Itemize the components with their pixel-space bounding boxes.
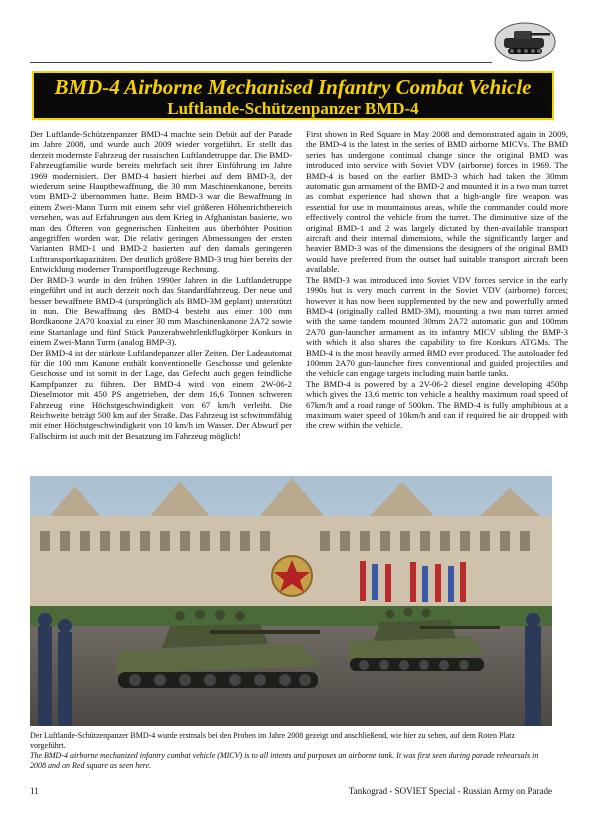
english-paragraph: The BMD-3 was introduced into Soviet VDV forces service in the early 1990s but is very much current in the Soviet VDV (airborne) forces; however it has now been supplemented by the new and powerfully armed BMD-4 (originally called BMD-3M), mounting a two man turret armed with the same tandem mounted 30mm 2A72 automatic gun and 100mm 2A70 gun-launcher armament as its infantry MICV sibling the BMP-3 with which it also shares the capability to fire Konkurs ATGMs. The BMD-4 is the most heavily armed BMD ever produced. The autoloader fed 100mm 2A70 gun-launcher fires conventional and guided projectiles and the vehicle can engage targets including main battle tanks. [306,274,568,379]
english-paragraph: First shown in Red Square in May 2008 and demonstrated again in 2009, the BMD-4 is the latest in the series of BMD airborne MICVs. The BMD series has undergone continual change since the original BMD was introduced into service with Soviet VDV (airborne) forces in 1969. The BMD-4 is based on the earlier BMD-3 which had taken the 30mm automatic gun armament of the BMD-2 and mounted it in a two man turret as combat experience had shown that a high-angle fire weapon was essential for use in mountainous areas, while the commander could more effectively control the vehicle from the turret. The diminutive size of the original BMD-1 and 2 was largely dictated by then-available transport aircraft and their internal dimensions, while the significantly larger and heavier BMD-3 was of the dimensions the designers of the original BMD would have preferred from the outset had suitable transport aircraft been available. [306,129,568,275]
german-paragraph: Der Luftlande-Schützenpanzer BMD-4 machte sein Debüt auf der Parade im Jahre 2008, und wurde auch 2009 wieder vorgeführt. Er stellt das derzeit modernste Fahrzeug der russischen Luftlandetruppe dar. Die BMD-Fahrzeugfamilie wurde bereits mehrfach seit ihrer Einführung im Jahre 1969 modernisiert. Der BMD-4 basiert hierbei auf dem BMD-3, der wiederum seine Hauptbewaffnung, die 30 mm Maschinenkanone, bereits vom BMD-2 übernommen hatte. Beim BMD-3 war die Bewaffnung in einem Zwei-Mann Turm mit einem sehr viel größeren Höhenrichtbereich versehen, was auf Erfahrungen aus dem Krieg in Afghanistan basierte, wo man des Öfteren von gegnerischen Einheiten aus überhöhter Position angegriffen worden war. Die relativ geringen Abmessungen der ersten Varianten BMD-1 und BMD-2 basierten auf den damals geringeren Lufttransportkapazitäten. Der deutlich größere BMD-3 trug hier bereits der Entwicklung moderner Transportflugzeuge Rechnung. [30,129,292,275]
parade-photo [30,476,552,726]
page-subtitle: Luftlande-Schützenpanzer BMD-4 [167,99,419,118]
german-paragraph: Der BMD-3 wurde in den frühen 1990er Jahren in die Luftlandetruppe eingeführt und ist auch derzeit noch das Standardfahrzeug. Der neue und besser bewaffnete BMD-4 (ursprünglich als BMD-3M geplant) unterstützt in nun. Die Bewaffnung des BMD-4 besteht aus einer 100 mm Bordkanone 2A70 koaxial zu einer 30 mm Maschinenkanone 2A72 sowie eine Startanlage und fünf Stück Panzerabwehrlenkflugkörper Konkurs in einem Zwei-Mann Turm (analog BMP-3). [30,274,292,348]
caption-german: Der Luftlande-Schützenpanzer BMD-4 wurde erstmals bei den Proben im Jahre 2008 gezeigt und anschließend, wie hier zu sehen, auf dem Roten Platz vorgeführt. [30,731,515,750]
english-paragraph: The BMD-4 is powered by a 2V-06-2 diesel engine developing 450hp which gives the 13.6 metric ton vehicle a healthy maximum road speed of 67km/h and a road range of 500km. The BMD-4 is fully amphibious at a maximum water speed of 10km/h and can if required be air dropped with the crew within the vehicle. [306,378,568,431]
english-text-column [306,129,568,431]
german-paragraph: Der BMD-4 ist der stärkste Luftlandepanzer aller Zeiten. Der Ladeautomat für die 100 mm Kanone enthält konventionelle Geschosse und gelenkte Geschosse und ist somit in der Lage, das Gefecht auch gegen feindliche Kampfpanzer zu führen. Der BMD-4 wird von einem 2W-06-2 Dieselmotor mit 450 PS angetrieben, der dem 16,6 Tonnen schweren Fahrzeug eine Höchstgeschwindigkeit von 67 km/h verleiht. Die Reichweite beträgt 500 km auf der Straße. Das Fahrzeug ist schwimmfähig mit einer Höchstgeschwindigkeit von 10 km/h im Wasser. Der Abwurf per Fallschirm ist auch mit der Besatzung im Fahrzeug möglich! [30,347,292,441]
german-text-column [30,129,292,441]
page-number: 11 [30,786,39,796]
title-banner [32,71,554,120]
page-title: BMD-4 Airborne Mechanised Infantry Combat Vehicle [54,75,532,99]
publication-title: Tankograd - SOVIET Special - Russian Army on Parade [348,786,552,796]
header-rule [30,62,492,63]
photo-caption [30,731,552,771]
caption-english: The BMD-4 airborne mechanized infantry combat vehicle (MICV) is to all intents and purposes an airborne tank. It was first seen during parade rehearsals in 2008 and on Red square as seen here. [30,751,539,770]
tank-emblem-icon [494,20,556,62]
